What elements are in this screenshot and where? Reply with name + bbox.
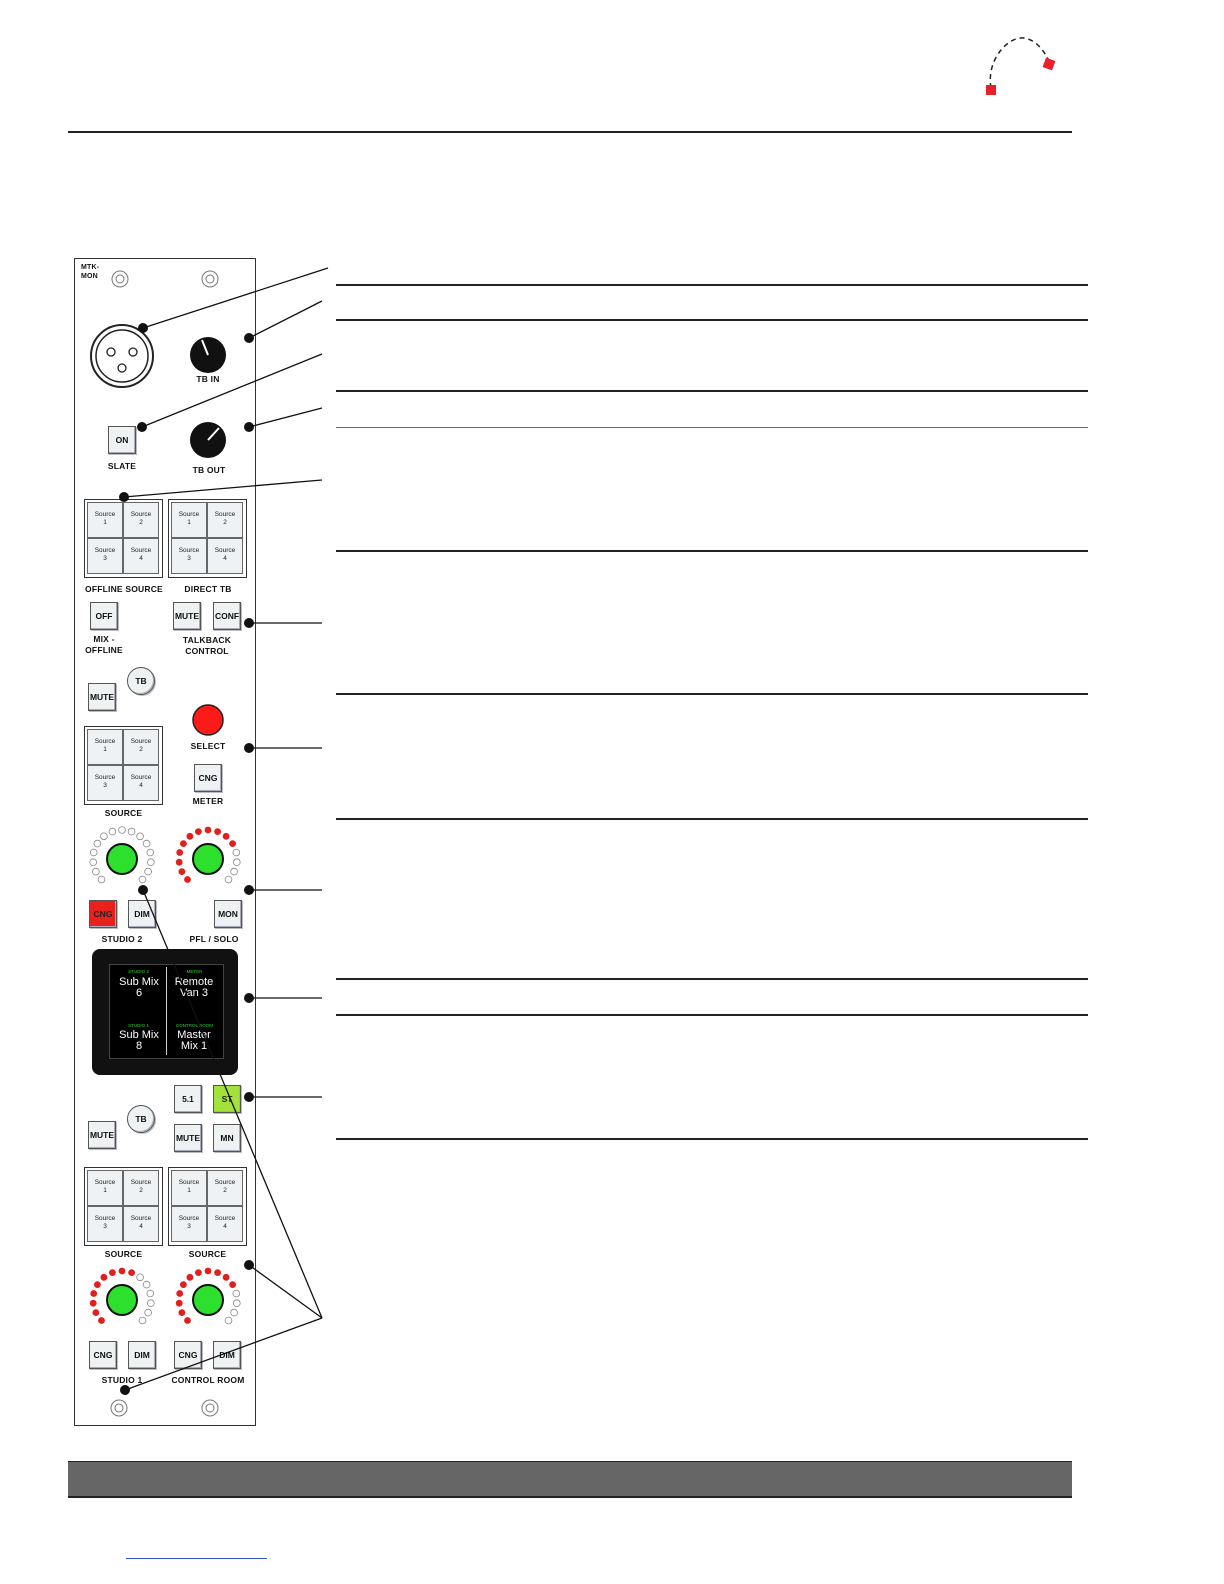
source-number: 1 xyxy=(103,746,107,753)
led-indicator xyxy=(147,1300,154,1307)
led-indicator xyxy=(225,1317,232,1324)
source-word: Source xyxy=(178,1215,200,1222)
source-1-button[interactable] xyxy=(87,502,123,538)
encoder-knob[interactable] xyxy=(107,844,137,874)
led-indicator xyxy=(90,849,97,856)
source-4-button[interactable] xyxy=(123,765,159,801)
control-room-dim-button[interactable]: DIM xyxy=(213,1341,241,1369)
footer-link-underline[interactable] xyxy=(126,1558,267,1559)
pfl-level-encoder[interactable] xyxy=(173,824,243,894)
select-button[interactable] xyxy=(191,703,225,737)
screw-icon xyxy=(110,269,130,289)
source-number: 2 xyxy=(139,519,143,526)
led-indicator xyxy=(176,859,183,866)
direct-tb-grid xyxy=(168,499,247,578)
led-indicator xyxy=(187,1274,194,1281)
source-4-button[interactable] xyxy=(207,538,243,574)
led-indicator xyxy=(98,1317,105,1324)
led-indicator xyxy=(93,1309,100,1316)
led-indicator xyxy=(233,1300,240,1307)
led-indicator xyxy=(233,849,240,856)
led-indicator xyxy=(229,1281,236,1288)
callout-rule xyxy=(336,427,1088,428)
lcd-q2-line1: Remote xyxy=(174,976,214,988)
led-indicator xyxy=(205,827,212,834)
source-word: Source xyxy=(178,511,200,518)
format-st-button[interactable]: ST xyxy=(213,1085,241,1113)
source-word: Source xyxy=(94,1179,116,1186)
led-indicator xyxy=(180,1281,187,1288)
led-indicator xyxy=(90,859,97,866)
source-number: 2 xyxy=(139,746,143,753)
led-indicator xyxy=(231,868,238,875)
led-indicator xyxy=(229,840,236,847)
led-indicator xyxy=(119,827,126,834)
led-indicator xyxy=(176,849,183,856)
source-grid-upper xyxy=(84,726,163,805)
source-label-lower-right: SOURCE xyxy=(188,1249,227,1259)
callout-rule xyxy=(336,319,1088,321)
led-indicator xyxy=(214,1269,221,1276)
lcd-q3-line1: Sub Mix xyxy=(119,1029,159,1041)
studio1-label: STUDIO 1 xyxy=(101,1375,143,1385)
source-2-button[interactable] xyxy=(207,1170,243,1206)
source-number: 2 xyxy=(139,1187,143,1194)
model-label: MTK- MON xyxy=(81,264,100,280)
format-mute-button[interactable]: MUTE xyxy=(174,1124,202,1152)
led-indicator xyxy=(139,1317,146,1324)
encoder-knob[interactable] xyxy=(193,844,223,874)
led-indicator xyxy=(195,1269,202,1276)
led-indicator xyxy=(176,1290,183,1297)
lcd-q2-head: METER xyxy=(169,969,220,974)
screw-icon xyxy=(109,1398,129,1418)
tb-round-button-lower[interactable]: TB xyxy=(127,1105,155,1133)
studio2-dim-button[interactable]: DIM xyxy=(128,900,156,928)
led-indicator xyxy=(231,1309,238,1316)
led-indicator xyxy=(98,876,105,883)
led-indicator xyxy=(225,876,232,883)
callout-rule xyxy=(336,284,1088,286)
offline-source-grid xyxy=(84,499,163,578)
source-number: 1 xyxy=(187,519,191,526)
source-3-button[interactable] xyxy=(87,538,123,574)
lcd-display xyxy=(92,949,238,1075)
mute-button-lower[interactable]: MUTE xyxy=(88,1121,116,1149)
source-word: Source xyxy=(214,547,236,554)
studio2-cng-button[interactable]: CNG xyxy=(89,900,117,928)
source-number: 4 xyxy=(139,1223,143,1230)
led-indicator xyxy=(93,868,100,875)
lcd-screen xyxy=(109,964,224,1059)
led-indicator xyxy=(195,828,202,835)
encoder-knob[interactable] xyxy=(107,1285,137,1315)
source-4-button[interactable] xyxy=(123,1206,159,1242)
led-indicator xyxy=(147,849,154,856)
source-2-button[interactable] xyxy=(123,1170,159,1206)
led-indicator xyxy=(101,1274,108,1281)
source-number: 4 xyxy=(139,782,143,789)
led-indicator xyxy=(223,833,230,840)
callout-rule xyxy=(336,1014,1088,1016)
xlr-connector-icon[interactable] xyxy=(88,322,156,390)
source-word: Source xyxy=(130,511,152,518)
header-rule xyxy=(68,131,1072,133)
talkback-conf-button[interactable]: CONF xyxy=(213,602,241,630)
source-grid-lower-left xyxy=(84,1167,163,1246)
source-word: Source xyxy=(94,738,116,745)
screw-icon xyxy=(200,269,220,289)
led-indicator xyxy=(223,1274,230,1281)
led-indicator xyxy=(137,1274,144,1281)
tb-round-button-upper[interactable]: TB xyxy=(127,667,155,695)
led-indicator xyxy=(179,868,186,875)
led-indicator xyxy=(119,1268,126,1275)
slate-on-button[interactable]: ON xyxy=(108,426,136,454)
control-room-cng-button[interactable]: CNG xyxy=(174,1341,202,1369)
source-word: Source xyxy=(214,1215,236,1222)
encoder-knob[interactable] xyxy=(193,1285,223,1315)
studio2-label: STUDIO 2 xyxy=(101,934,143,944)
lcd-q4-line1: Master xyxy=(177,1029,211,1041)
callout-rule xyxy=(336,390,1088,392)
source-word: Source xyxy=(214,511,236,518)
led-indicator xyxy=(184,1317,191,1324)
source-number: 2 xyxy=(223,1187,227,1194)
source-label-upper: SOURCE xyxy=(104,808,143,818)
offline-source-label: OFFLINE SOURCE xyxy=(85,584,163,594)
callout-rule xyxy=(336,550,1088,552)
format-mn-button[interactable]: MN xyxy=(213,1124,241,1152)
control-room-label: CONTROL ROOM xyxy=(171,1375,245,1385)
logo-icon xyxy=(980,30,1070,100)
meter-cng-button[interactable]: CNG xyxy=(194,764,222,792)
source-number: 3 xyxy=(103,555,107,562)
led-indicator xyxy=(184,876,191,883)
led-indicator xyxy=(147,1290,154,1297)
source-word: Source xyxy=(130,738,152,745)
callout-rule xyxy=(336,818,1088,820)
source-3-button[interactable] xyxy=(171,538,207,574)
source-number: 3 xyxy=(187,555,191,562)
lcd-q3-line2: 8 xyxy=(135,1040,143,1052)
source-number: 1 xyxy=(103,519,107,526)
source-label-lower-left: SOURCE xyxy=(104,1249,143,1259)
mix-offline-button[interactable]: OFF xyxy=(90,602,118,630)
source-1-button[interactable] xyxy=(171,502,207,538)
lcd-q2-line2: Van 3 xyxy=(180,987,208,999)
source-word: Source xyxy=(178,547,200,554)
source-word: Source xyxy=(94,511,116,518)
led-indicator xyxy=(109,828,116,835)
led-indicator xyxy=(139,876,146,883)
led-indicator xyxy=(180,840,187,847)
callout-rule xyxy=(336,693,1088,695)
led-indicator xyxy=(187,833,194,840)
mute-button-upper[interactable]: MUTE xyxy=(88,683,116,711)
source-number: 3 xyxy=(187,1223,191,1230)
led-indicator xyxy=(94,840,101,847)
source-word: Source xyxy=(94,547,116,554)
led-indicator xyxy=(101,833,108,840)
source-number: 4 xyxy=(223,1223,227,1230)
source-3-button[interactable] xyxy=(87,1206,123,1242)
callout-rule xyxy=(336,1138,1088,1140)
source-word: Source xyxy=(130,774,152,781)
pfl-solo-label: PFL / SOLO xyxy=(189,934,239,944)
source-word: Source xyxy=(94,1215,116,1222)
led-indicator xyxy=(176,1300,183,1307)
lcd-q1-head: STUDIO 2 xyxy=(113,969,164,974)
led-indicator xyxy=(128,828,135,835)
studio1-level-encoder[interactable] xyxy=(87,1265,157,1335)
footer-bar xyxy=(68,1461,1072,1498)
slate-label: SLATE xyxy=(107,461,137,471)
mix-offline-label: MIX - OFFLINE xyxy=(85,634,123,655)
callout-rule xyxy=(336,978,1088,980)
led-indicator xyxy=(109,1269,116,1276)
source-word: Source xyxy=(94,774,116,781)
format-51-button[interactable]: 5.1 xyxy=(174,1085,202,1113)
source-word: Source xyxy=(178,1179,200,1186)
studio2-level-encoder[interactable] xyxy=(87,824,157,894)
source-number: 3 xyxy=(103,1223,107,1230)
led-indicator xyxy=(90,1290,97,1297)
tb-in-label: TB IN xyxy=(196,374,220,384)
studio1-dim-button[interactable]: DIM xyxy=(128,1341,156,1369)
led-indicator xyxy=(145,1309,152,1316)
source-1-button[interactable] xyxy=(171,1170,207,1206)
source-number: 1 xyxy=(103,1187,107,1194)
led-indicator xyxy=(137,833,144,840)
source-3-button[interactable] xyxy=(171,1206,207,1242)
lcd-q4-line2: Mix 1 xyxy=(180,1040,208,1052)
source-number: 2 xyxy=(223,519,227,526)
source-2-button[interactable] xyxy=(207,502,243,538)
source-word: Source xyxy=(130,547,152,554)
led-indicator xyxy=(233,1290,240,1297)
led-indicator xyxy=(128,1269,135,1276)
source-grid-lower-right xyxy=(168,1167,247,1246)
source-4-button[interactable] xyxy=(207,1206,243,1242)
source-1-button[interactable] xyxy=(87,729,123,765)
led-indicator xyxy=(94,1281,101,1288)
source-4-button[interactable] xyxy=(123,538,159,574)
lcd-q4-head: CONTROL ROOM xyxy=(169,1023,220,1028)
source-word: Source xyxy=(214,1179,236,1186)
lcd-q1-line2: 6 xyxy=(135,987,143,999)
source-2-button[interactable] xyxy=(123,502,159,538)
source-number: 3 xyxy=(103,782,107,789)
tb-out-knob[interactable] xyxy=(189,421,229,461)
led-indicator xyxy=(145,868,152,875)
source-word: Source xyxy=(130,1215,152,1222)
control-room-level-encoder[interactable] xyxy=(173,1265,243,1335)
led-indicator xyxy=(179,1309,186,1316)
tb-out-label: TB OUT xyxy=(192,465,226,475)
led-indicator xyxy=(143,1281,150,1288)
talkback-mute-button[interactable]: MUTE xyxy=(173,602,201,630)
led-indicator xyxy=(147,859,154,866)
source-3-button[interactable] xyxy=(87,765,123,801)
led-indicator xyxy=(143,840,150,847)
tb-in-knob[interactable] xyxy=(189,336,229,376)
meter-label: METER xyxy=(192,796,224,806)
select-label: SELECT xyxy=(190,741,226,751)
led-indicator xyxy=(214,828,221,835)
led-indicator xyxy=(233,859,240,866)
talkback-control-label: TALKBACK CONTROL xyxy=(182,635,232,656)
source-1-button[interactable] xyxy=(87,1170,123,1206)
lcd-q1-line1: Sub Mix xyxy=(119,976,159,988)
studio1-cng-button[interactable]: CNG xyxy=(89,1341,117,1369)
source-number: 4 xyxy=(223,555,227,562)
source-number: 4 xyxy=(139,555,143,562)
lcd-q3-head: STUDIO 1 xyxy=(113,1023,164,1028)
pfl-mon-button[interactable]: MON xyxy=(214,900,242,928)
direct-tb-label: DIRECT TB xyxy=(184,584,232,594)
source-2-button[interactable] xyxy=(123,729,159,765)
screw-icon xyxy=(200,1398,220,1418)
led-indicator xyxy=(90,1300,97,1307)
source-word: Source xyxy=(130,1179,152,1186)
source-number: 1 xyxy=(187,1187,191,1194)
led-indicator xyxy=(205,1268,212,1275)
